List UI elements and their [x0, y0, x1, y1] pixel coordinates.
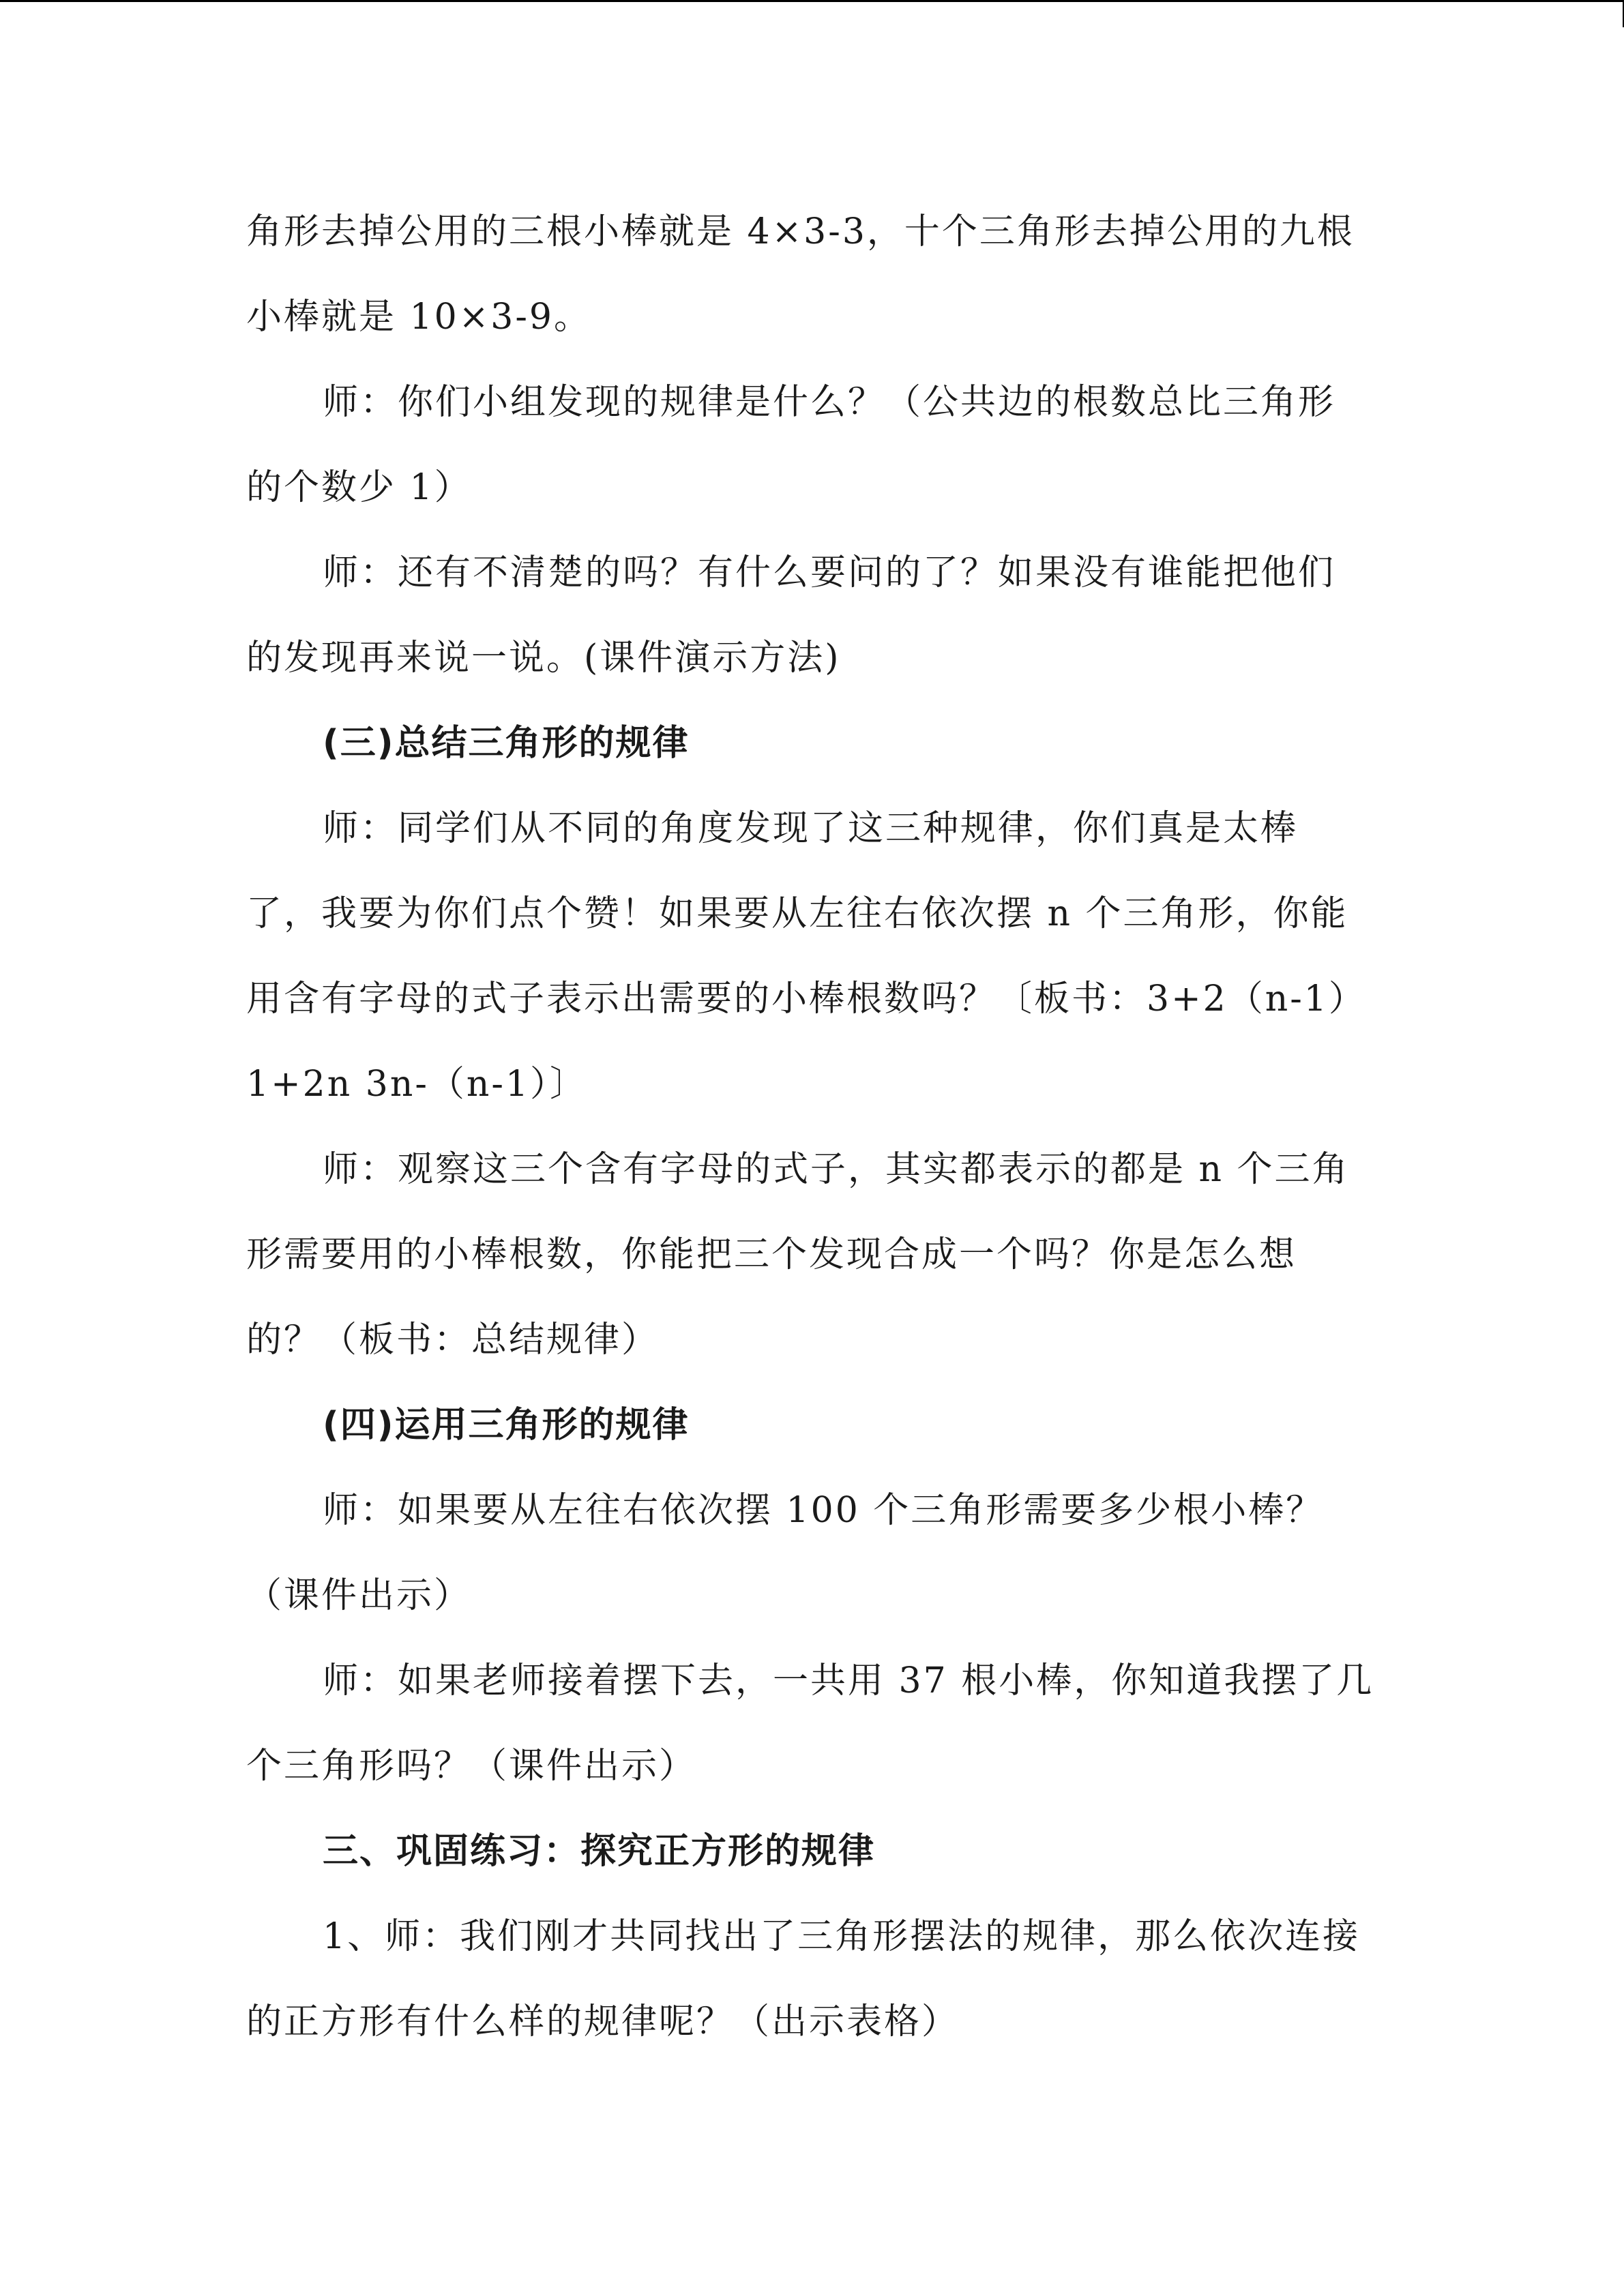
- text-line: 形需要用的小棒根数，你能把三个发现合成一个吗？你是怎么想: [246, 1234, 1297, 1275]
- text-line: 角形去掉公用的三根小棒就是 4×3-3，十个三角形去掉公用的九根: [246, 211, 1355, 252]
- text-line: 师：如果要从左往右依次摆 100 个三角形需要多少根小棒？: [323, 1490, 1324, 1531]
- text-line: 师：如果老师接着摆下去，一共用 37 根小棒，你知道我摆了几: [323, 1660, 1374, 1701]
- text-line: 用含有字母的式子表示出需要的小棒根数吗？〔板书：3+2（n-1）: [246, 979, 1366, 1019]
- text-line: 个三角形吗？（课件出示）: [246, 1746, 697, 1787]
- section-heading: (四)运用三角形的规律: [323, 1405, 690, 1446]
- page-top-border: [0, 0, 1624, 2]
- section-heading: (三)总结三角形的规律: [323, 723, 690, 764]
- text-line: 了，我要为你们点个赞！如果要从左往右依次摆 n 个三角形，你能: [246, 893, 1348, 934]
- text-line: 的个数少 1）: [246, 467, 472, 508]
- text-line: 师：观察这三个含有字母的式子，其实都表示的都是 n 个三角: [323, 1149, 1350, 1190]
- text-line: 师：同学们从不同的角度发现了这三种规律，你们真是太棒: [323, 808, 1299, 849]
- text-line: 的？（板书：总结规律）: [246, 1320, 660, 1360]
- text-line: 的发现再来说一说。(课件演示方法): [246, 638, 841, 679]
- section-heading: 三、巩固练习：探究正方形的规律: [323, 1831, 876, 1872]
- text-line: 小棒就是 10×3-9。: [246, 297, 592, 338]
- text-line: 1、师：我们刚才共同找出了三角形摆法的规律，那么依次连接: [323, 1916, 1361, 1957]
- text-line: 师：还有不清楚的吗？有什么要问的了？如果没有谁能把他们: [323, 552, 1336, 593]
- text-line: 1+2n 3n-（n-1）〕: [246, 1064, 588, 1105]
- text-line: （课件出示）: [246, 1575, 472, 1616]
- text-line: 的正方形有什么样的规律呢？（出示表格）: [246, 2001, 960, 2042]
- text-line: 师：你们小组发现的规律是什么？（公共边的根数总比三角形: [323, 382, 1336, 423]
